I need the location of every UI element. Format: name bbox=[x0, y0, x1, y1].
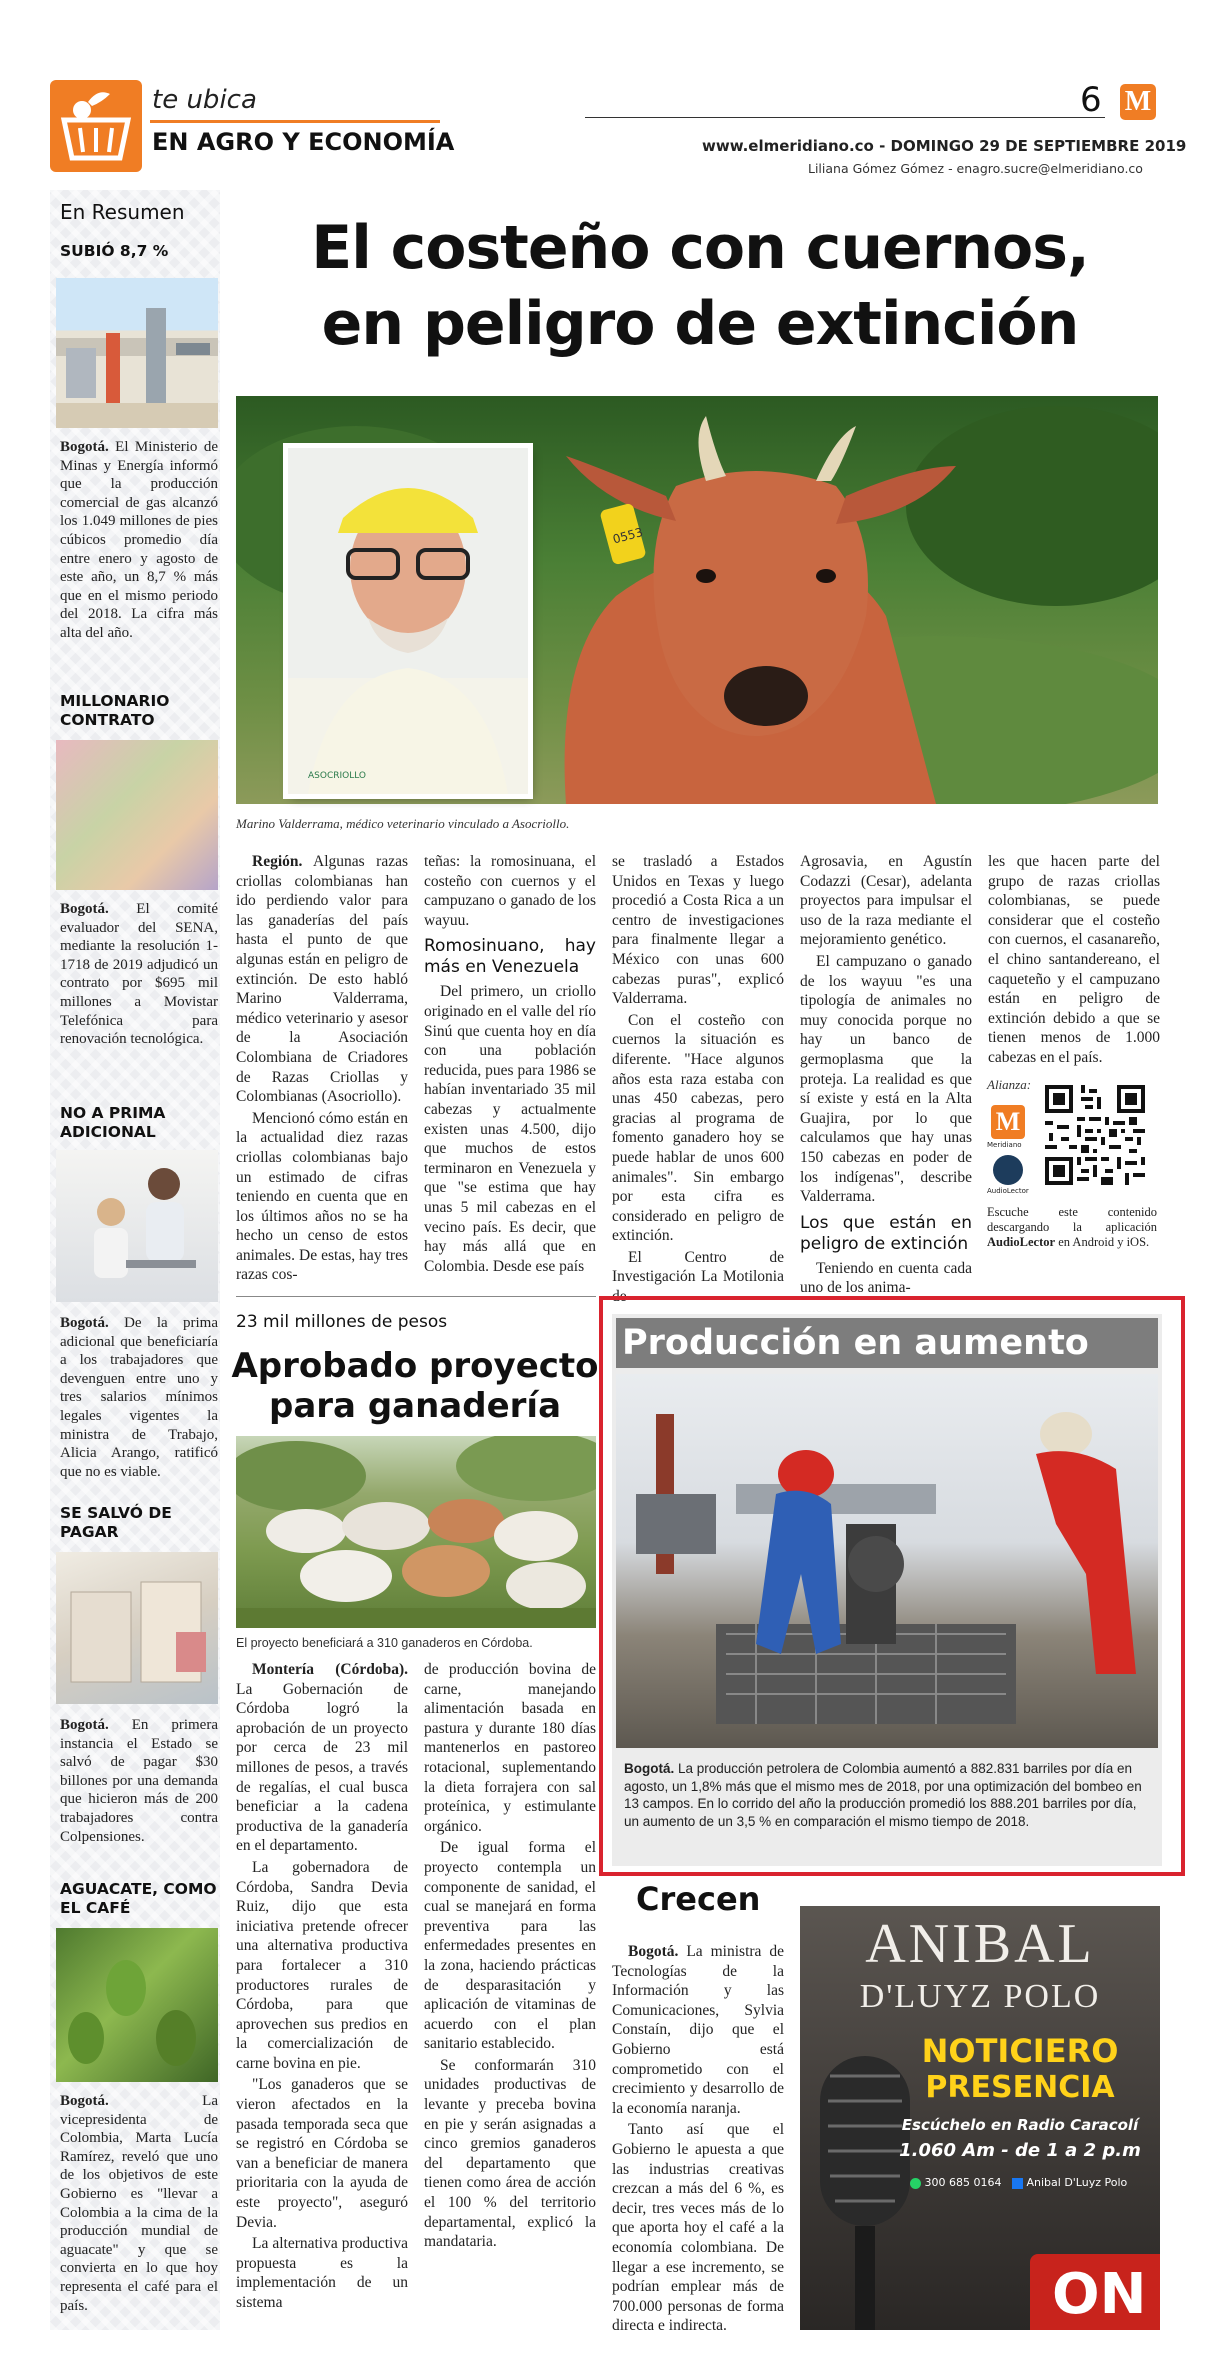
section-rule bbox=[150, 120, 440, 123]
produccion-title: Producción en aumento bbox=[616, 1318, 1158, 1368]
listen-text-b: en Android y iOS. bbox=[1058, 1235, 1150, 1249]
dateline: www.elmeridiano.co - DOMINGO 29 DE SEPTIEMBRE 2019 bbox=[702, 137, 1187, 155]
ganaderia-kicker: 23 mil millones de pesos bbox=[236, 1312, 448, 1332]
money-photo bbox=[56, 740, 218, 890]
section-logo bbox=[50, 80, 142, 172]
paragraph: Tanto así que el Gobierno le apuesta a que las industrias creativas crezcan a más del 6 %, es decir, tres veces más de lo que aporta hoy el café a la economía colombiana. De llegar a ese incremento, se podrían emplear más de 700.000 personas de forma directa e indirecta. bbox=[612, 2121, 784, 2335]
alliance-logo-1-label: Meridiano bbox=[987, 1141, 1022, 1149]
produccion-box bbox=[612, 1314, 1162, 1866]
headline-line-2: en peligro de extinción bbox=[321, 289, 1079, 359]
paragraph: El campuzano o ganado de los wayuu "es una tipología de animales no muy conocida porque no hay un banco de germoplasma que la proteja. La realidad es que sí existe y está en la Alta Guajira, por lo que calculamos que hay unas 150 cabezas en poder de los indígenas", describe Valderrama. bbox=[800, 952, 972, 1206]
produccion-text bbox=[624, 1760, 1154, 1830]
sidebar-text-3 bbox=[60, 1314, 218, 1481]
paragraph: La ministra de Tecnologías de la Información y las Comunicaciones, Sylvia Constaín, dijo que el Gobierno está comprometido con el crecimiento y desarrollo de la economía naranja. bbox=[612, 1943, 785, 2117]
banknotes-photo bbox=[56, 1552, 218, 1704]
sidebar-en-resumen bbox=[50, 190, 220, 2330]
section-title: EN AGRO Y ECONOMÍA bbox=[152, 128, 455, 156]
paragraph: Con el costeño con cuernos la situación es diferente. "Hace algunos años esta raza estaba con unas 450 cabezas, pero gracias al programa de fomento ganadero hoy se puede hablar de unos 600 animales". Sin embargo por esta cifra es considerado en peligro de extinción. bbox=[612, 1011, 784, 1245]
audiolector-icon bbox=[993, 1155, 1023, 1185]
paragraph: Teniendo en cuenta cada uno de los anima- bbox=[800, 1259, 972, 1297]
subheading: Los que están en peligro de extinción bbox=[800, 1212, 972, 1254]
crecen-col bbox=[612, 1942, 784, 2338]
place: Bogotá. bbox=[628, 1943, 679, 1960]
sidebar-head-2: MILLONARIO CONTRATO bbox=[60, 692, 170, 729]
ad-name-line-1: ANIBAL bbox=[865, 1913, 1095, 1975]
paragraph: les que hacen parte del grupo de razas criollas colombianas, se puede considerar que el costeño con cuernos, el casanareño, el chino santandereano, el caqueteño y el campuzano están en peligro de extinción debido a que se tienen menos de 1.000 cabezas en el país. bbox=[988, 853, 1160, 1066]
headline-line-2: para ganadería bbox=[268, 1386, 562, 1426]
ad-facebook: Anibal D'Luyz Polo bbox=[1026, 2176, 1128, 2189]
paragraph: Algunas razas criollas colombianas han ido perdiendo valor para las ganaderías del país hasta el punto de que algunas están en peligro de extinción. De esto habló Marino Valderrama, médico veterinario y asesor de la Asociación Colombiana de Criadores de Razas Criollas y Colombianas (Asocriollo). bbox=[236, 853, 408, 1106]
sidebar-text-5 bbox=[60, 2092, 218, 2315]
paragraph: de producción bovina de carne, manejando alimentación basada en pastura y durante 180 días mantenerlos en pastoreo rotacional, suplementando la dieta forrajera con sal proteínica, y estimulante orgánico. bbox=[424, 1661, 596, 1835]
ad-name-line-2: D'LUYZ POLO bbox=[859, 1978, 1101, 2015]
ganaderia-col-1 bbox=[236, 1660, 408, 2315]
ganaderia-headline bbox=[230, 1346, 600, 1426]
veterinarian-photo bbox=[288, 448, 528, 794]
sidebar-text-2 bbox=[60, 900, 218, 1049]
meridiano-logo bbox=[1120, 84, 1156, 120]
subheading: Romosinuano, hay más en Venezuela bbox=[424, 936, 596, 978]
paragraph: El Centro de Investigación La Motilonia de bbox=[612, 1248, 784, 1306]
body: La producción petrolera de Colombia aumentó a 882.831 barriles por día en agosto, un 1,8% más que el mismo mes de 2018, por una optimización del bombeo en 13 campos. En lo corrido del año la producción promedió los 888.201 barriles por día, un aumento de un 3,5 % en comparación el mismo tiempo de 2018. bbox=[624, 1761, 1142, 1829]
ad-line-4: 1.060 Am - de 1 a 2 p.m bbox=[899, 2140, 1141, 2161]
body: De la prima adicional que beneficiaría a los trabajadores que devenguen entre uno y tres salarios mínimos legales vigentes la ministra de Trabajo, Alicia Arango, ratificó que no es viable. bbox=[60, 1315, 218, 1480]
meridiano-alliance-logo bbox=[991, 1105, 1025, 1139]
main-col-3 bbox=[612, 852, 784, 1309]
logo-letter: M bbox=[1124, 86, 1152, 117]
headline-line-1: Aprobado proyecto bbox=[231, 1346, 599, 1386]
main-col-2 bbox=[424, 852, 596, 1278]
ad-line-1: NOTICIERO bbox=[921, 2032, 1119, 2070]
alliance-logo-2-label: AudioLector bbox=[987, 1187, 1029, 1195]
paragraph: Mencionó cómo están en la actualidad diez razas criollas colombianas bajo un estimado de cifras teniendo en cuenta que en los últimos años no se ha hecho un censo de estos animales. De estas, hay tres razas cos- bbox=[236, 1109, 408, 1284]
place: Bogotá. bbox=[60, 1717, 109, 1733]
headline-line-1: El costeño con cuernos, bbox=[311, 213, 1089, 283]
sidebar-text-4 bbox=[60, 1716, 218, 1846]
main-col-1 bbox=[236, 852, 408, 1287]
main-headline bbox=[235, 210, 1165, 362]
on-air-text: ON bbox=[1052, 2262, 1147, 2327]
sidebar-head-5: AGUACATE, COMO EL CAFÉ bbox=[60, 1880, 217, 1917]
page-number: 6 bbox=[1080, 80, 1102, 120]
ad-phone: 300 685 0164 bbox=[924, 2176, 1002, 2189]
paragraph: se trasladó a Estados Unidos en Texas y luego procedió a Costa Rica a un centro de investigaciones para finalmente llegar a México con unas 600 cabezas puras", explicó Valderrama. bbox=[612, 853, 784, 1008]
listen-text-a: Escuche este contenido descargando la aplicación bbox=[987, 1205, 1157, 1234]
cap-text: ASOCRIOLLO bbox=[308, 771, 367, 781]
place: Bogotá. bbox=[60, 901, 109, 917]
ad-contact-row bbox=[910, 2176, 1160, 2189]
place: Bogotá. bbox=[60, 2093, 109, 2109]
main-col-5 bbox=[988, 852, 1160, 1070]
listen-app-name: AudioLector bbox=[987, 1235, 1056, 1249]
byline: Liliana Gómez Gómez - enagro.sucre@elmeridiano.co bbox=[808, 161, 1143, 176]
paragraph: La Gobernación de Córdoba logró la aprobación de un proyecto por cerca de 23 mil millones de pesos, a través de regalías, el cual busca beneficiar a la cadena productiva de la ganadería en el departamento. bbox=[236, 1680, 408, 1855]
sidebar-head-3: NO A PRIMA ADICIONAL bbox=[60, 1104, 166, 1141]
cattle-photo bbox=[236, 1436, 596, 1628]
sidebar-head-4: SE SALVÓ DE PAGAR bbox=[60, 1504, 172, 1541]
place: Bogotá. bbox=[60, 1315, 109, 1331]
office-workers-photo bbox=[56, 1150, 218, 1302]
paragraph: De igual forma el proyecto contempla un componente de sanidad, el cual se manejará en forma preventiva para las enfermedades presentes en la zona, haciendo prácticas de desparasitación y aplicación de vitaminas de acuerdo con el plan sanitario establecido. bbox=[424, 1839, 596, 2053]
place: Bogotá. bbox=[624, 1761, 675, 1776]
paragraph: La gobernadora de Córdoba, Sandra Devia Ruiz, dijo que esta iniciativa pretende ofrecer una alternativa productiva para fortalecer a 310 productores rurales de Córdoba, para que aprovechen sus predios en la comercialización de carne bovina en pie. bbox=[236, 1858, 408, 2072]
main-photo-caption: Marino Valderrama, médico veterinario vinculado a Asocriollo. bbox=[236, 816, 570, 831]
body: En primera instancia el Estado se salvó de pagar $30 billones por una demanda que hicieron más de 200 trabajadores contra Colpensiones. bbox=[60, 1717, 218, 1845]
ganaderia-col-2 bbox=[424, 1660, 596, 2254]
sidebar-text-1 bbox=[60, 438, 218, 643]
paragraph: Del primero, un criollo originado en el valle del río Sinú que cuenta hoy en día con una población reducida, pues para 1986 se habían inventariado 35 mil cabezas y actualmente existen unas 4.500, dijo que muchos de estos terminaron en Venezuela y que "se estima que hay unas 5 mil cabezas en el vecino país. Es decir, que hay más allá que en Colombia. Desde ese país bbox=[424, 983, 596, 1275]
sidebar-title: En Resumen bbox=[60, 200, 185, 224]
main-col-4 bbox=[800, 852, 972, 1300]
qr-code-icon[interactable] bbox=[1045, 1085, 1145, 1185]
body: El comité evaluador del SENA, mediante la resolución 1-1718 de 2019 adjudicó un contrato por $695 mil millones a Movistar Telefónica para renovación tecnológica. bbox=[60, 901, 218, 1048]
logo-letter: M bbox=[995, 1107, 1021, 1136]
whatsapp-icon bbox=[910, 2178, 921, 2189]
facebook-icon bbox=[1012, 2178, 1023, 2189]
listen-text bbox=[987, 1205, 1157, 1250]
alliance-label: Alianza: bbox=[987, 1077, 1032, 1092]
body: El Ministerio de Minas y Energía informó que la producción comercial de gas alcanzó los 1.049 millones de pies cúbicos promedio día entre enero y agosto de este año, un 8,7 % más que en el mismo periodo del 2018. La cifra más alta del año. bbox=[60, 439, 218, 641]
oil-workers-photo bbox=[616, 1374, 1158, 1748]
place: Montería (Córdoba). bbox=[252, 1661, 408, 1678]
paragraph: La alternativa productiva propuesta es la implementación de un sistema bbox=[236, 2235, 408, 2311]
place: Región. bbox=[252, 853, 303, 870]
on-air-sign bbox=[1030, 2254, 1160, 2330]
avocado-photo bbox=[56, 1928, 218, 2082]
body: La vicepresidenta de Colombia, Marta Lucía Ramírez, reveló que uno de los objetivos de este Gobierno es "llevar a Colombia a la cima de la producción mundial de aguacate" y que se convierta en lo que hoy representa el café para el país. bbox=[60, 2093, 218, 2314]
ad-line-2: PRESENCIA bbox=[925, 2070, 1115, 2105]
ear-tag-text: 0553 bbox=[611, 525, 645, 547]
ganaderia-photo-caption: El proyecto beneficiará a 310 ganaderos en Córdoba. bbox=[236, 1636, 533, 1650]
radio-advertisement[interactable] bbox=[800, 1906, 1160, 2330]
paragraph: teñas: la romosinuana, el costeño con cuernos y el campuzano o ganado de los wayuu. bbox=[424, 853, 596, 929]
paragraph: Agrosavia, en Agustín Codazzi (Cesar), adelanta proyectos para impulsar el uso de la raza mediante el mejoramiento genético. bbox=[800, 853, 972, 949]
sidebar-head-1: SUBIÓ 8,7 % bbox=[60, 242, 169, 260]
alliance-box bbox=[985, 1075, 1163, 1275]
paragraph: Se conformarán 310 unidades productivas de levante y preceba bovina en pie y serán asignadas a cinco gremios ganaderos del departamento que tienen como área de acción el 100 % del territorio departamental, explicó la mandataria. bbox=[424, 2056, 596, 2251]
place: Bogotá. bbox=[60, 439, 109, 455]
crecen-headline: Crecen bbox=[636, 1880, 761, 1918]
basket-icon bbox=[50, 80, 142, 172]
paragraph: "Los ganaderos que se vieron afectados en la pasada temporada seca que se registró en Córdoba se van a beneficiar de manera prioritaria con la ayuda de este proyecto", aseguró Devia. bbox=[236, 2076, 408, 2231]
section-divider bbox=[236, 1296, 596, 1297]
header-rule bbox=[585, 117, 1105, 118]
gas-plant-photo bbox=[56, 278, 218, 428]
section-kicker: te ubica bbox=[152, 85, 257, 115]
ad-line-3: Escúchelo en Radio Caracolí bbox=[901, 2116, 1139, 2134]
